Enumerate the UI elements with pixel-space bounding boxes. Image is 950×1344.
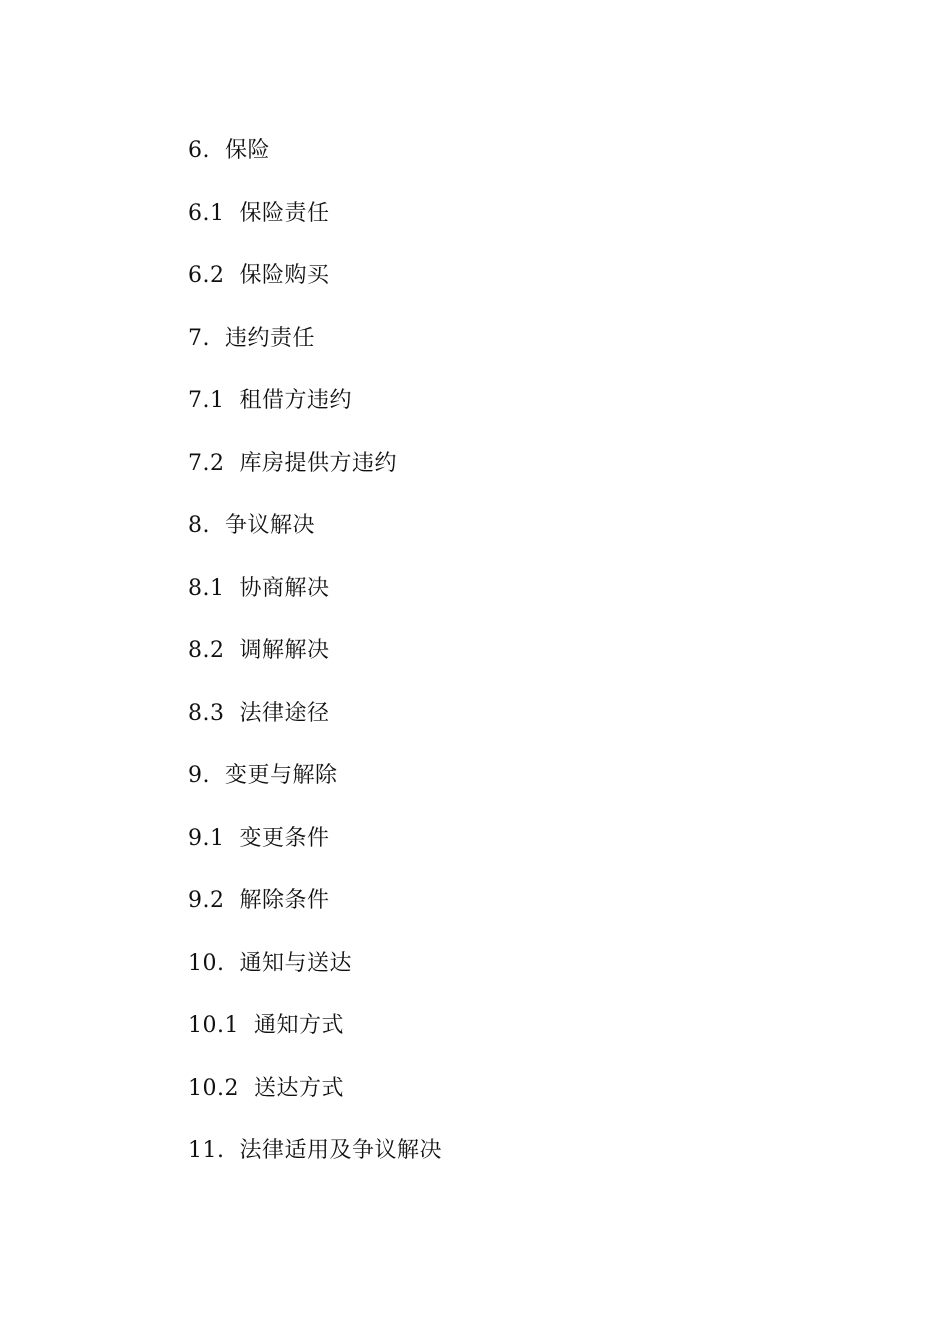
toc-item-11: 11. 法律适用及争议解决	[188, 1138, 442, 1163]
table-of-contents	[188, 133, 442, 1196]
toc-item-8-1: 8.1 协商解决	[188, 575, 330, 601]
toc-item-8: 8. 争议解决	[188, 513, 315, 538]
toc-item-7-2: 7.2 库房提供方违约	[188, 450, 397, 476]
toc-item-6: 6. 保险	[188, 138, 270, 163]
toc-item-8-3: 8.3 法律途径	[188, 700, 330, 726]
toc-item-7-1: 7.1 租借方违约	[188, 388, 352, 413]
toc-item-8-2: 8.2 调解解决	[188, 638, 330, 663]
toc-item-7: 7. 违约责任	[188, 325, 315, 351]
toc-item-10-1: 10.1 通知方式	[188, 1013, 344, 1038]
toc-item-6-1: 6.1 保险责任	[188, 200, 330, 226]
toc-item-9-1: 9.1 变更条件	[188, 825, 330, 851]
toc-item-10: 10. 通知与送达	[188, 950, 352, 976]
toc-item-10-2: 10.2 送达方式	[188, 1075, 344, 1101]
toc-item-9-2: 9.2 解除条件	[188, 888, 330, 913]
toc-item-6-2: 6.2 保险购买	[188, 263, 330, 288]
toc-item-9: 9. 变更与解除	[188, 763, 338, 788]
